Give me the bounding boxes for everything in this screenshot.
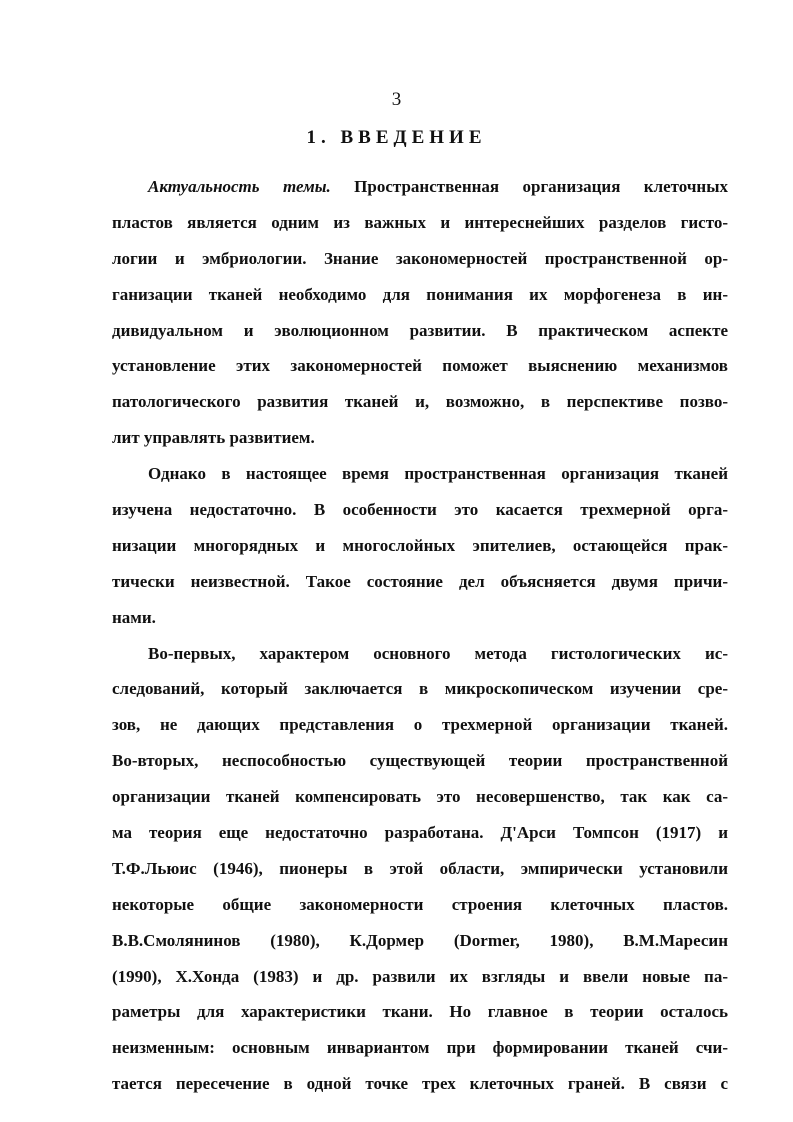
paragraph-2-line: низации многорядных и многослойных эпителиев, остающейся прак- xyxy=(112,535,728,555)
paragraph-3-line: организации тканей компенсировать это несовершенство, так как са- xyxy=(112,787,728,807)
topic-relevance-lead: Актуальность темы. xyxy=(148,177,331,196)
paragraph-1-line: лит управлять развитием. xyxy=(112,428,315,448)
paragraph-3-line: Т.Ф.Льюис (1946), пионеры в этой области, эмпирически установили xyxy=(112,858,728,878)
paragraph-2-line: тически неизвестной. Такое состояние дел объясняется двумя причи- xyxy=(112,571,728,591)
body-text xyxy=(112,175,728,1108)
page-number: 3 xyxy=(391,89,402,110)
paragraph-1-line: ганизации тканей необходимо для понимания их морфогенеза в ин- xyxy=(112,284,728,304)
paragraph-3-line: некоторые общие закономерности строения клеточных пластов. xyxy=(112,894,728,914)
paragraph-3-line: неизменным: основным инвариантом при формировании тканей счи- xyxy=(112,1038,728,1058)
paragraph-3-line: В.В.Смолянинов (1980), К.Дормер (Dormer, 1980), В.М.Маресин xyxy=(112,930,728,950)
paragraph-3-line: тается пересечение в одной точке трех клеточных граней. В связи с xyxy=(112,1074,728,1094)
paragraph-1-line: установление этих закономерностей поможет выяснению механизмов xyxy=(112,356,728,376)
paragraph-3-line: Во-первых, характером основного метода гистологических ис- xyxy=(148,643,728,663)
paragraph-2-line: Однако в настоящее время пространственная организация тканей xyxy=(148,464,728,484)
paragraph-1-line: патологического развития тканей и, возможно, в перспективе позво- xyxy=(112,392,728,412)
paragraph-3-line: раметры для характеристики ткани. Но главное в теории осталось xyxy=(112,1002,728,1022)
paragraph-3-line: зов, не дающих представления о трехмерной организации тканей. xyxy=(112,715,728,735)
paragraph-3-line: ма теория еще недостаточно разработана. Д'Арси Томпсон (1917) и xyxy=(112,823,728,843)
section-heading: 1. ВВЕДЕНИЕ xyxy=(306,127,487,148)
paragraph-2-line: нами. xyxy=(112,607,156,627)
line-text: Пространственная организация клеточных xyxy=(330,177,729,196)
paragraph-1-line xyxy=(112,175,728,211)
paragraph-2-line: изучена недостаточно. В особенности это касается трехмерной орга- xyxy=(112,500,728,520)
paragraph-3-line: следований, который заключается в микроскопическом изучении сре- xyxy=(112,679,728,699)
paragraph-3-line: Во-вторых, неспособностью существующей теории пространственной xyxy=(112,751,728,771)
paragraph-3-line: (1990), Х.Хонда (1983) и др. развили их взгляды и ввели новые па- xyxy=(112,966,728,986)
paragraph-1-line: логии и эмбриологии. Знание закономерностей пространственной ор- xyxy=(112,248,728,268)
paragraph-1-line: пластов является одним из важных и интереснейших разделов гисто- xyxy=(112,212,728,232)
paragraph-1-line: дивидуальном и эволюционном развитии. В практическом аспекте xyxy=(112,320,728,340)
